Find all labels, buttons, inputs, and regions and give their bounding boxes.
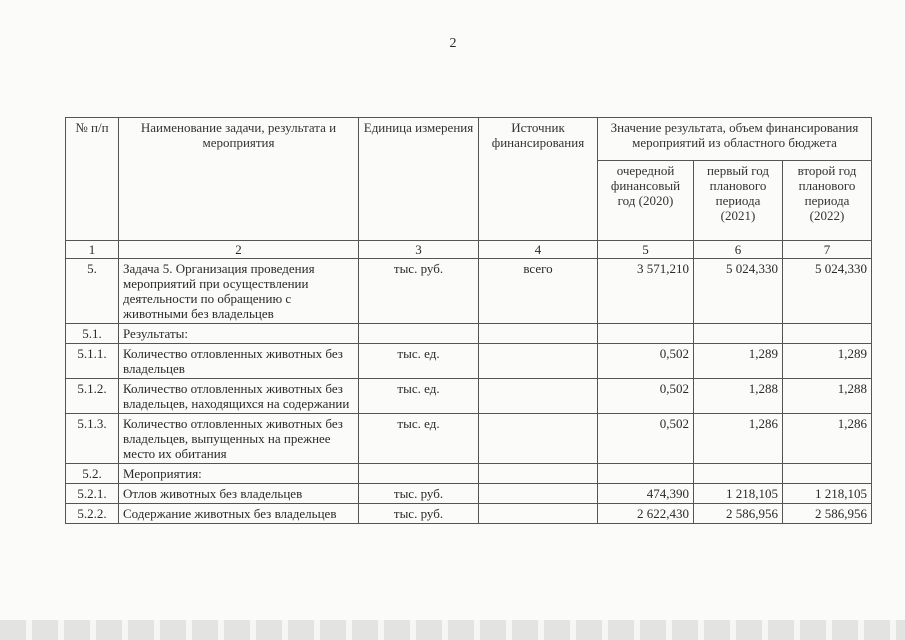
- row-num: 5.1.3.: [66, 414, 119, 464]
- table-row: [66, 259, 872, 324]
- table-row: [66, 464, 872, 484]
- table-row: [66, 344, 872, 379]
- table-row: [66, 324, 872, 344]
- row-num: 5.1.: [66, 324, 119, 344]
- row-unit: [359, 464, 479, 484]
- row-num: 5.1.1.: [66, 344, 119, 379]
- row-value-2022: 1,289: [783, 344, 872, 379]
- row-value-2022: [783, 464, 872, 484]
- row-name: Задача 5. Организация проведения мероприятий при осуществлении деятельности по обращению с животными без владельцев: [119, 259, 359, 324]
- row-unit: [359, 324, 479, 344]
- row-source: [479, 414, 598, 464]
- row-name: Количество отловленных животных без владельцев: [119, 344, 359, 379]
- row-source: [479, 344, 598, 379]
- table-row: [66, 414, 872, 464]
- header-2022: второй год планового периода (2022): [783, 161, 872, 241]
- row-value-2022: 1,286: [783, 414, 872, 464]
- column-number: 2: [119, 241, 359, 259]
- row-name: Отлов животных без владельцев: [119, 484, 359, 504]
- row-unit: тыс. руб.: [359, 484, 479, 504]
- column-number: 3: [359, 241, 479, 259]
- row-value-2020: 3 571,210: [598, 259, 694, 324]
- row-value-2020: [598, 464, 694, 484]
- row-value-2020: 0,502: [598, 344, 694, 379]
- scan-edge-artifact: [0, 620, 905, 640]
- header-unit: Единица измерения: [359, 118, 479, 241]
- row-name: Количество отловленных животных без владельцев, находящихся на содержании: [119, 379, 359, 414]
- header-name: Наименование задачи, результата и мероприятия: [119, 118, 359, 241]
- column-number: 7: [783, 241, 872, 259]
- row-source: [479, 464, 598, 484]
- row-value-2020: 2 622,430: [598, 504, 694, 524]
- row-unit: тыс. руб.: [359, 259, 479, 324]
- row-unit: тыс. ед.: [359, 379, 479, 414]
- row-source: [479, 484, 598, 504]
- page-number: 2: [449, 36, 457, 51]
- row-source: [479, 379, 598, 414]
- header-2021: первый год планового периода (2021): [694, 161, 783, 241]
- row-name: Мероприятия:: [119, 464, 359, 484]
- row-value-2021: [694, 464, 783, 484]
- header-value-group: Значение результата, объем финансирования мероприятий из областного бюджета: [598, 118, 872, 161]
- row-source: [479, 504, 598, 524]
- row-value-2020: 474,390: [598, 484, 694, 504]
- row-source: всего: [479, 259, 598, 324]
- row-value-2020: [598, 324, 694, 344]
- row-value-2022: 1 218,105: [783, 484, 872, 504]
- table-row: [66, 504, 872, 524]
- row-source: [479, 324, 598, 344]
- row-name: Результаты:: [119, 324, 359, 344]
- row-name: Количество отловленных животных без владельцев, выпущенных на прежнее место их обитания: [119, 414, 359, 464]
- header-source: Источник финансирования: [479, 118, 598, 241]
- row-value-2022: 5 024,330: [783, 259, 872, 324]
- row-value-2021: [694, 324, 783, 344]
- row-value-2022: 1,288: [783, 379, 872, 414]
- row-num: 5.: [66, 259, 119, 324]
- row-value-2021: 5 024,330: [694, 259, 783, 324]
- row-value-2021: 1,288: [694, 379, 783, 414]
- table-row: [66, 484, 872, 504]
- row-value-2021: 1,289: [694, 344, 783, 379]
- row-value-2020: 0,502: [598, 379, 694, 414]
- row-name: Содержание животных без владельцев: [119, 504, 359, 524]
- row-unit: тыс. ед.: [359, 344, 479, 379]
- table-row: [66, 379, 872, 414]
- row-value-2021: 1 218,105: [694, 484, 783, 504]
- column-number: 6: [694, 241, 783, 259]
- column-number: 4: [479, 241, 598, 259]
- row-value-2020: 0,502: [598, 414, 694, 464]
- row-value-2021: 2 586,956: [694, 504, 783, 524]
- row-num: 5.2.: [66, 464, 119, 484]
- header-num: № п/п: [66, 118, 119, 241]
- row-value-2022: 2 586,956: [783, 504, 872, 524]
- row-value-2022: [783, 324, 872, 344]
- row-num: 5.2.1.: [66, 484, 119, 504]
- column-number: 5: [598, 241, 694, 259]
- budget-table: [65, 117, 872, 524]
- column-number: 1: [66, 241, 119, 259]
- row-num: 5.1.2.: [66, 379, 119, 414]
- row-unit: тыс. руб.: [359, 504, 479, 524]
- row-unit: тыс. ед.: [359, 414, 479, 464]
- row-value-2021: 1,286: [694, 414, 783, 464]
- row-num: 5.2.2.: [66, 504, 119, 524]
- header-2020: очередной финансовый год (2020): [598, 161, 694, 241]
